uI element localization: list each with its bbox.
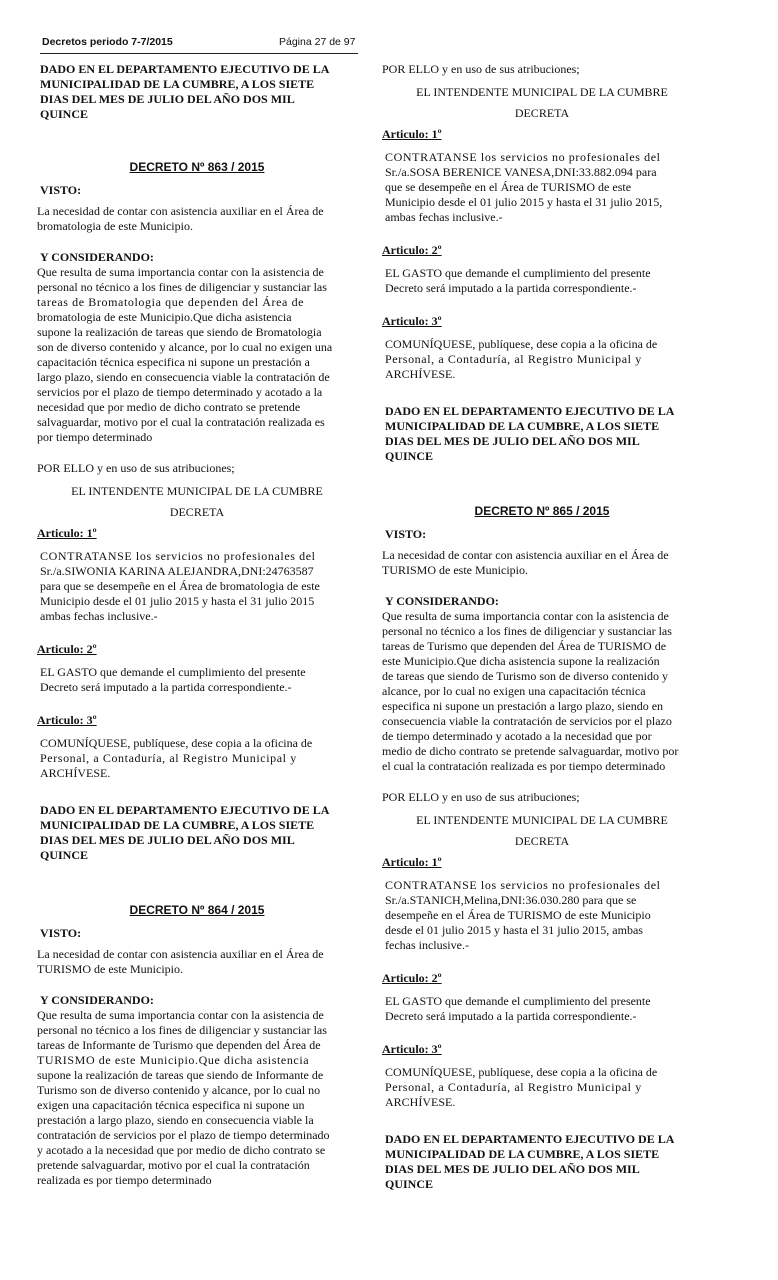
text-line: DADO EN EL DEPARTAMENTO EJECUTIVO DE LA (40, 62, 330, 76)
article-3-text (382, 1065, 702, 1110)
article-2-label: Articulo: 2º (382, 971, 442, 985)
text-line: Sr./a.SIWONIA KARINA ALEJANDRA,DNI:24763587 (40, 564, 314, 578)
text-line: COMUNÍQUESE, publíquese, dese copia a la oficina de (385, 337, 658, 351)
article-1-text (382, 878, 702, 953)
text-line: ARCHÍVESE. (40, 766, 111, 780)
text-line: por tiempo determinado (37, 430, 153, 444)
text-line: bromatologia de este Municipio. (37, 219, 193, 233)
article-1-label: Articulo: 1º (382, 855, 442, 869)
article-2-text (382, 266, 702, 296)
visto-label: VISTO: (40, 926, 82, 940)
text-line: que se desempeñe en el Área de TURISMO de este (385, 180, 632, 194)
header-document-title: Decretos periodo 7-7/2015 (42, 36, 173, 48)
text-line: EL GASTO que demande el cumplimiento del presente (40, 665, 306, 679)
text-line: Decreto será imputado a la partida correspondiente.- (385, 1009, 637, 1023)
decreto-864-title: DECRETO Nº 864 / 2015 (129, 903, 265, 917)
text-line: ARCHÍVESE. (385, 367, 456, 381)
text-line: para que se desempeñe en el Área de bromatologia de este (40, 579, 320, 593)
visto-label: VISTO: (385, 527, 427, 541)
decreta-text: DECRETA (169, 505, 225, 519)
decreta-text: DECRETA (514, 106, 570, 120)
text-line: personal no técnico a los fines de diligenciar y sustanciar las (382, 624, 672, 638)
article-3-text (382, 337, 702, 382)
text-line: DIAS DEL MES DE JULIO DEL AÑO DOS MIL (40, 92, 295, 106)
text-line: especifica ni supone un prestación a largo plazo, siendo en (382, 699, 664, 713)
por-ello-text: POR ELLO y en uso de sus atribuciones; (382, 62, 580, 76)
text-line: tareas de Bromatologia que dependen del Área de (37, 295, 305, 309)
text-line: QUINCE (40, 107, 89, 121)
text-line: DADO EN EL DEPARTAMENTO EJECUTIVO DE LA (385, 1132, 675, 1146)
text-line: supone la realización de tareas que siendo de Bromatologia (37, 325, 322, 339)
decreto-863-title: DECRETO Nº 863 / 2015 (129, 160, 265, 174)
text-line: La necesidad de contar con asistencia auxiliar en el Área de (382, 548, 669, 562)
article-2-text (382, 994, 702, 1024)
text-line: bromatologia de este Municipio.Que dicha asistencia (37, 310, 292, 324)
article-3-label: Articulo: 3º (382, 1042, 442, 1056)
article-2-label: Articulo: 2º (382, 243, 442, 257)
text-line: de tiempo determinado y acotado a la necesidad que por (382, 729, 652, 743)
text-line: CONTRATANSE los servicios no profesionales del (40, 549, 316, 563)
text-line: Sr./a.STANICH,Melina,DNI:36.030.280 para que se (385, 893, 637, 907)
text-line: desempeñe en el Área de TURISMO de este Municipio (385, 908, 651, 922)
text-line: La necesidad de contar con asistencia auxiliar en el Área de (37, 204, 324, 218)
por-ello-text: POR ELLO y en uso de sus atribuciones; (382, 790, 580, 804)
article-2-text (37, 665, 357, 695)
text-line: Personal, a Contaduría, al Registro Municipal y (40, 751, 297, 765)
text-line: personal no técnico a los fines de diligenciar y sustanciar las (37, 1023, 327, 1037)
text-line: capacitación técnica especifica ni supone un prestación a (37, 355, 310, 369)
text-line: Sr./a.SOSA BERENICE VANESA,DNI:33.882.094 para (385, 165, 657, 179)
text-line: Turismo son de diverso contenido y alcance, por lo cual no (37, 1083, 321, 1097)
text-line: La necesidad de contar con asistencia auxiliar en el Área de (37, 947, 324, 961)
text-line: Que resulta de suma importancia contar con la asistencia de (37, 265, 324, 279)
text-line: salvaguardar, motivo por el cual la contratación realizada es (37, 415, 325, 429)
text-line: TURISMO de este Municipio. (37, 962, 183, 976)
article-3-label: Articulo: 3º (37, 713, 97, 727)
text-line: de tareas que siendo de Turismo son de diverso contenido y (382, 669, 668, 683)
article-1-text (382, 150, 702, 225)
text-line: MUNICIPALIDAD DE LA CUMBRE, A LOS SIETE (385, 1147, 660, 1161)
article-2-label: Articulo: 2º (37, 642, 97, 656)
text-line: CONTRATANSE los servicios no profesionales del (385, 150, 661, 164)
text-line: supone la realización de tareas que siendo de Informante de (37, 1068, 324, 1082)
por-ello-text: POR ELLO y en uso de sus atribuciones; (37, 461, 235, 475)
text-line: DIAS DEL MES DE JULIO DEL AÑO DOS MIL (385, 434, 640, 448)
text-line: y acotado a la necesidad que por medio de dicho contrato se (37, 1143, 326, 1157)
text-line: realizada es por tiempo determinado (37, 1173, 212, 1187)
article-1-label: Articulo: 1º (382, 127, 442, 141)
dado-block (382, 1132, 702, 1192)
text-line: Municipio desde el 01 julio 2015 y hasta el 31 julio 2015 (40, 594, 315, 608)
text-line: ambas fechas inclusive.- (385, 210, 503, 224)
text-line: este Municipio.Que dicha asistencia supone la realización (382, 654, 660, 668)
text-line: DIAS DEL MES DE JULIO DEL AÑO DOS MIL (385, 1162, 640, 1176)
considerando-label: Y CONSIDERANDO: (40, 993, 154, 1007)
visto-label: VISTO: (40, 183, 82, 197)
considerando-text (37, 265, 357, 445)
text-line: TURISMO de este Municipio. (382, 563, 528, 577)
visto-text (37, 204, 357, 234)
text-line: EL GASTO que demande el cumplimiento del presente (385, 994, 651, 1008)
left-column (37, 62, 357, 1188)
text-line: prestación a largo plazo, siendo en consecuencia viable la (37, 1113, 314, 1127)
text-line: QUINCE (385, 449, 434, 463)
text-line: MUNICIPALIDAD DE LA CUMBRE, A LOS SIETE (40, 818, 315, 832)
text-line: Personal, a Contaduría, al Registro Municipal y (385, 352, 642, 366)
text-line: el cual la contratación realizada es por tiempo determinado (382, 759, 666, 773)
text-line: DADO EN EL DEPARTAMENTO EJECUTIVO DE LA (40, 803, 330, 817)
text-line: personal no técnico a los fines de diligenciar y sustanciar las (37, 280, 327, 294)
dado-block (37, 62, 357, 122)
intendente-text: EL INTENDENTE MUNICIPAL DE LA CUMBRE (71, 484, 323, 498)
text-line: desde el 01 julio 2015 y hasta el 31 julio 2015, ambas (385, 923, 643, 937)
page-header (40, 36, 358, 54)
text-line: son de diverso contenido y alcance, por lo cual no exigen una (37, 340, 333, 354)
text-line: ambas fechas inclusive.- (40, 609, 158, 623)
text-line: exigen una capacitación técnica especifica ni supone un (37, 1098, 305, 1112)
right-column (382, 62, 702, 1192)
header-page-number: Página 27 de 97 (279, 36, 356, 48)
text-line: tareas de Informante de Turismo que dependen del Área de (37, 1038, 321, 1052)
text-line: EL GASTO que demande el cumplimiento del presente (385, 266, 651, 280)
text-line: Decreto será imputado a la partida correspondiente.- (40, 680, 292, 694)
text-line: TURISMO de este Municipio.Que dicha asistencia (37, 1053, 310, 1067)
article-3-label: Articulo: 3º (382, 314, 442, 328)
text-line: Personal, a Contaduría, al Registro Municipal y (385, 1080, 642, 1094)
article-1-text (37, 549, 357, 624)
text-line: Decreto será imputado a la partida correspondiente.- (385, 281, 637, 295)
text-line: COMUNÍQUESE, publíquese, dese copia a la oficina de (385, 1065, 658, 1079)
intendente-text: EL INTENDENTE MUNICIPAL DE LA CUMBRE (416, 85, 668, 99)
text-line: pretende salvaguardar, motivo por el cual la contratación (37, 1158, 310, 1172)
text-line: tareas de Turismo que dependen del Área de TURISMO de (382, 639, 667, 653)
text-line: DIAS DEL MES DE JULIO DEL AÑO DOS MIL (40, 833, 295, 847)
text-line: MUNICIPALIDAD DE LA CUMBRE, A LOS SIETE (40, 77, 315, 91)
considerando-label: Y CONSIDERANDO: (40, 250, 154, 264)
dado-block (382, 404, 702, 464)
text-line: Que resulta de suma importancia contar con la asistencia de (37, 1008, 324, 1022)
text-line: necesidad que por medio de dicho contrato se pretende (37, 400, 301, 414)
text-line: QUINCE (40, 848, 89, 862)
text-line: COMUNÍQUESE, publíquese, dese copia a la oficina de (40, 736, 313, 750)
text-line: CONTRATANSE los servicios no profesionales del (385, 878, 661, 892)
intendente-text: EL INTENDENTE MUNICIPAL DE LA CUMBRE (416, 813, 668, 827)
considerando-label: Y CONSIDERANDO: (385, 594, 499, 608)
text-line: QUINCE (385, 1177, 434, 1191)
considerando-text (37, 1008, 357, 1188)
text-line: MUNICIPALIDAD DE LA CUMBRE, A LOS SIETE (385, 419, 660, 433)
decreta-text: DECRETA (514, 834, 570, 848)
text-line: consecuencia viable la contratación de servicios por el plazo (382, 714, 672, 728)
text-line: DADO EN EL DEPARTAMENTO EJECUTIVO DE LA (385, 404, 675, 418)
article-3-text (37, 736, 357, 781)
visto-text (382, 548, 702, 578)
visto-text (37, 947, 357, 977)
text-line: Municipio desde el 01 julio 2015 y hasta el 31 julio 2015, (385, 195, 663, 209)
text-line: Que resulta de suma importancia contar con la asistencia de (382, 609, 669, 623)
text-line: largo plazo, siendo en consecuencia viable la contratación de (37, 370, 330, 384)
text-line: fechas inclusive.- (385, 938, 469, 952)
text-line: medio de dicho contrato se pretende salvaguardar, motivo por (382, 744, 679, 758)
text-line: ARCHÍVESE. (385, 1095, 456, 1109)
text-line: contratación de servicios por el plazo de tiempo determinado (37, 1128, 330, 1142)
text-line: servicios por el plazo de tiempo determinado y acotado a la (37, 385, 323, 399)
considerando-text (382, 609, 702, 774)
decreto-865-title: DECRETO Nº 865 / 2015 (474, 504, 610, 518)
dado-block (37, 803, 357, 863)
text-line: alcance, por lo cual no exigen una capacitación técnica (382, 684, 646, 698)
article-1-label: Articulo: 1º (37, 526, 97, 540)
